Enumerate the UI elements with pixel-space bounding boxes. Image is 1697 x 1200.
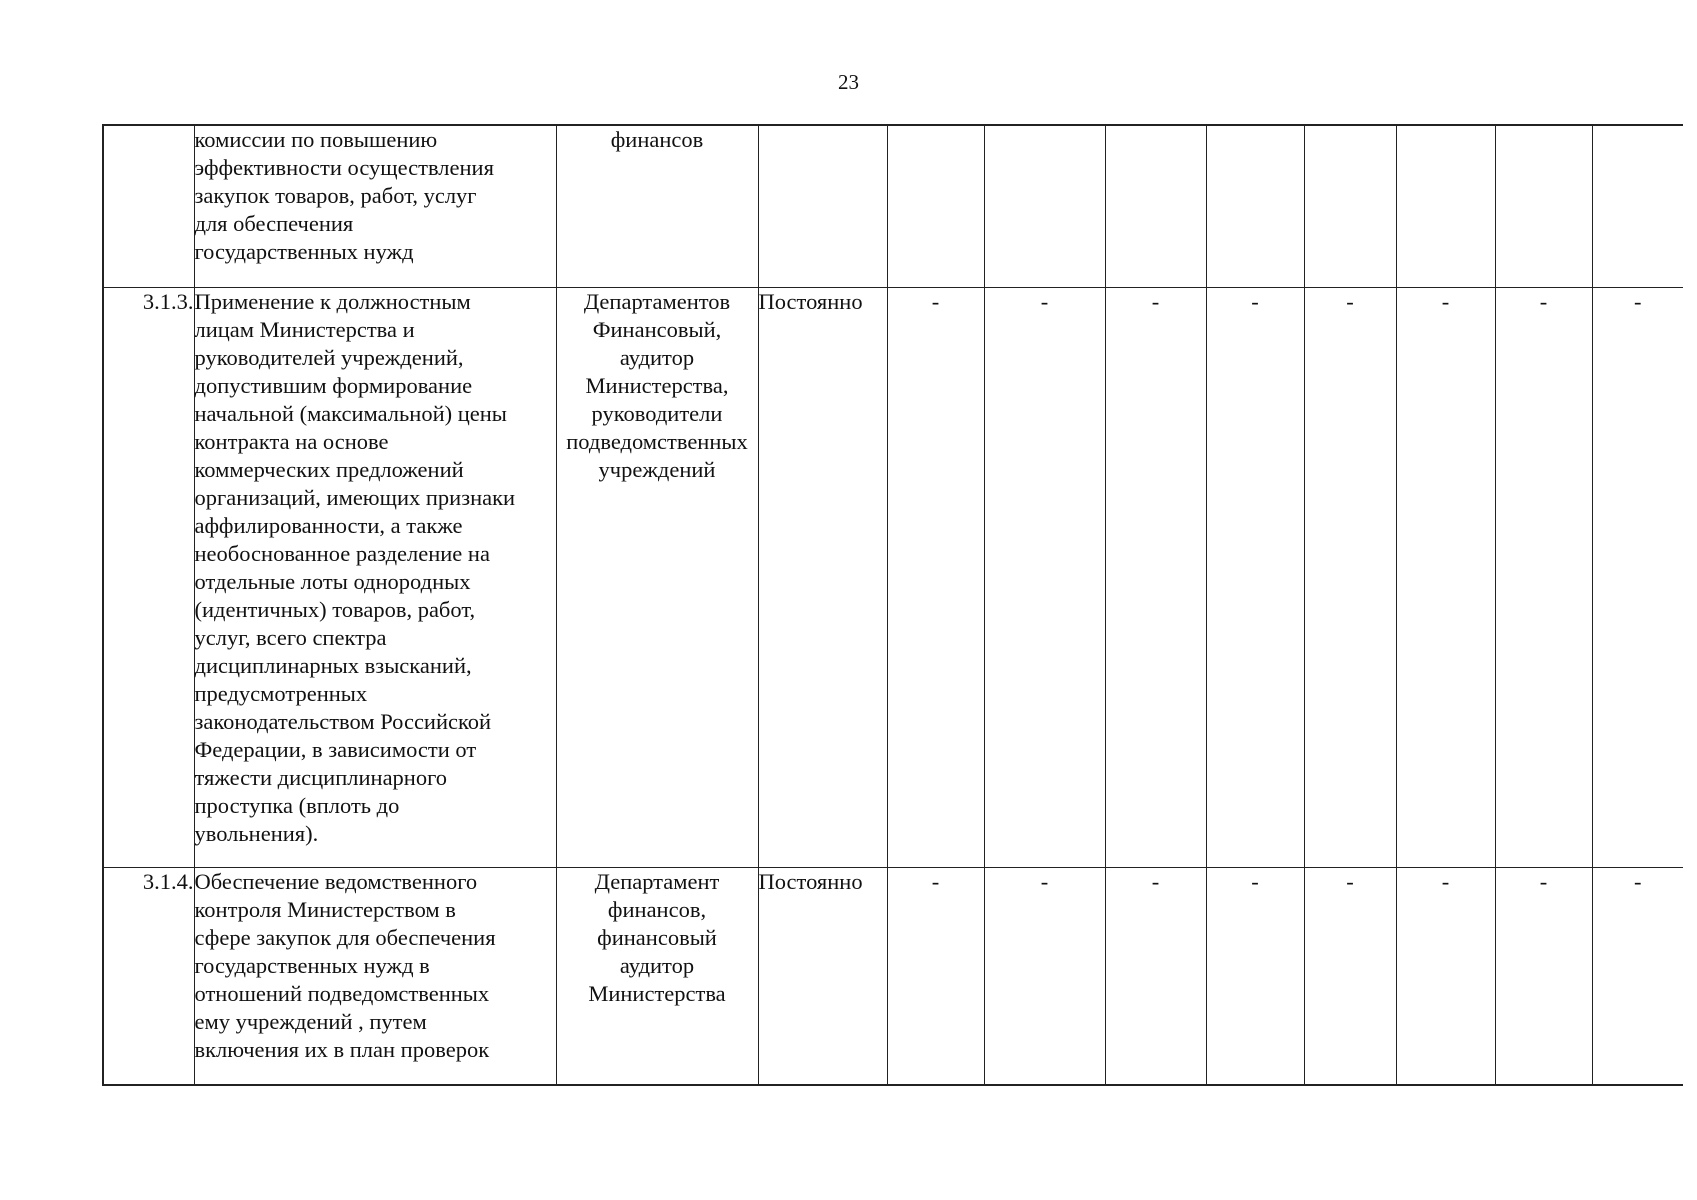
table-body: [103, 125, 1683, 1085]
indicator-cell: -: [887, 867, 984, 1085]
responsible-cell: [556, 287, 758, 867]
description-line: аффилированности, а также: [194, 512, 463, 538]
description-line: Обеспечение ведомственного: [194, 868, 478, 894]
description-line: проступка (вплоть до: [194, 792, 400, 818]
description-line: предусмотренных: [194, 680, 368, 706]
description-line: закупок товаров, работ, услуг: [194, 183, 477, 208]
responsible-line: подведомственных: [566, 428, 748, 454]
table-row: [103, 287, 1683, 867]
indicator-cell: [1592, 125, 1683, 287]
description-line: (идентичных) товаров, работ,: [194, 596, 476, 622]
indicator-cell: [1105, 125, 1206, 287]
description-line: допустившим формирование: [194, 372, 473, 398]
indicator-cell: -: [1495, 287, 1592, 867]
description-line: эффективности осуществления: [194, 155, 494, 180]
responsible-line: финансовый: [597, 924, 717, 950]
description-line: организаций, имеющих признаки: [194, 484, 516, 510]
description-line: государственных нужд в: [194, 952, 430, 978]
indicator-cell: -: [1396, 867, 1495, 1085]
table-row: [103, 125, 1683, 287]
page-number: 23: [838, 70, 859, 94]
term-cell: Постоянно: [758, 867, 887, 1085]
responsible-line: финансов: [610, 127, 704, 152]
description-line: начальной (максимальной) цены: [194, 400, 507, 426]
measure-description-cell: [194, 125, 556, 287]
description-line: законодательством Российской: [194, 708, 492, 734]
responsible-line: Департаментов: [583, 288, 731, 314]
responsible-cell: [556, 125, 758, 287]
row-number-cell: 3.1.3.: [103, 287, 194, 867]
description-line: комиссии по повышению: [194, 127, 438, 152]
description-line: отношений подведомственных: [194, 980, 490, 1006]
responsible-line: аудитор: [619, 952, 695, 978]
measure-description-cell: [194, 867, 556, 1085]
responsible-line: аудитор: [619, 344, 695, 370]
description-line: отдельные лоты однородных: [194, 568, 471, 594]
description-line: ему учреждений , путем: [194, 1008, 427, 1034]
indicator-cell: -: [1105, 867, 1206, 1085]
indicator-cell: -: [1396, 287, 1495, 867]
description-line: сфере закупок для обеспечения: [194, 924, 496, 950]
responsible-line: финансов,: [607, 896, 707, 922]
description-line: тяжести дисциплинарного: [194, 764, 448, 790]
indicator-cell: -: [1304, 287, 1396, 867]
description-line: дисциплинарных взысканий,: [194, 652, 472, 678]
description-line: Федерации, в зависимости от: [194, 736, 477, 762]
indicator-cell: -: [1206, 867, 1304, 1085]
indicator-cell: -: [1206, 287, 1304, 867]
term-cell: [758, 125, 887, 287]
description-line: увольнения).: [194, 820, 319, 846]
description-line: необоснованное разделение на: [194, 540, 490, 566]
description-line: для обеспечения: [194, 211, 354, 236]
description-line: лицам Министерства и: [194, 316, 415, 342]
responsible-line: учреждений: [598, 456, 716, 482]
description-line: контракта на основе: [194, 428, 389, 454]
indicator-cell: [1206, 125, 1304, 287]
description-line: Применение к должностным: [194, 288, 471, 314]
table-row: [103, 867, 1683, 1085]
indicator-cell: [1304, 125, 1396, 287]
description-line: руководителей учреждений,: [194, 344, 464, 370]
responsible-line: Департамент: [594, 868, 720, 894]
responsible-line: Финансовый,: [592, 316, 722, 342]
measures-table: [102, 124, 1683, 1086]
indicator-cell: -: [1495, 867, 1592, 1085]
indicator-cell: [887, 125, 984, 287]
measure-description-cell: [194, 287, 556, 867]
indicator-cell: -: [1105, 287, 1206, 867]
description-line: коммерческих предложений: [194, 456, 464, 482]
indicator-cell: [1495, 125, 1592, 287]
indicator-cell: -: [1592, 287, 1683, 867]
indicator-cell: -: [984, 867, 1105, 1085]
description-line: включения их в план проверок: [194, 1036, 490, 1062]
indicator-cell: -: [887, 287, 984, 867]
indicator-cell: [1396, 125, 1495, 287]
description-line: контроля Министерством в: [194, 896, 456, 922]
responsible-cell: [556, 867, 758, 1085]
indicator-cell: -: [1304, 867, 1396, 1085]
indicator-cell: -: [984, 287, 1105, 867]
indicator-cell: [984, 125, 1105, 287]
responsible-line: Министерства,: [585, 372, 729, 398]
responsible-line: руководители: [591, 400, 723, 426]
description-line: государственных нужд: [194, 239, 414, 264]
term-cell: Постоянно: [758, 287, 887, 867]
row-number-cell: [103, 125, 194, 287]
responsible-line: Министерства: [588, 980, 726, 1006]
description-line: услуг, всего спектра: [194, 624, 387, 650]
indicator-cell: -: [1592, 867, 1683, 1085]
row-number-cell: 3.1.4.: [103, 867, 194, 1085]
